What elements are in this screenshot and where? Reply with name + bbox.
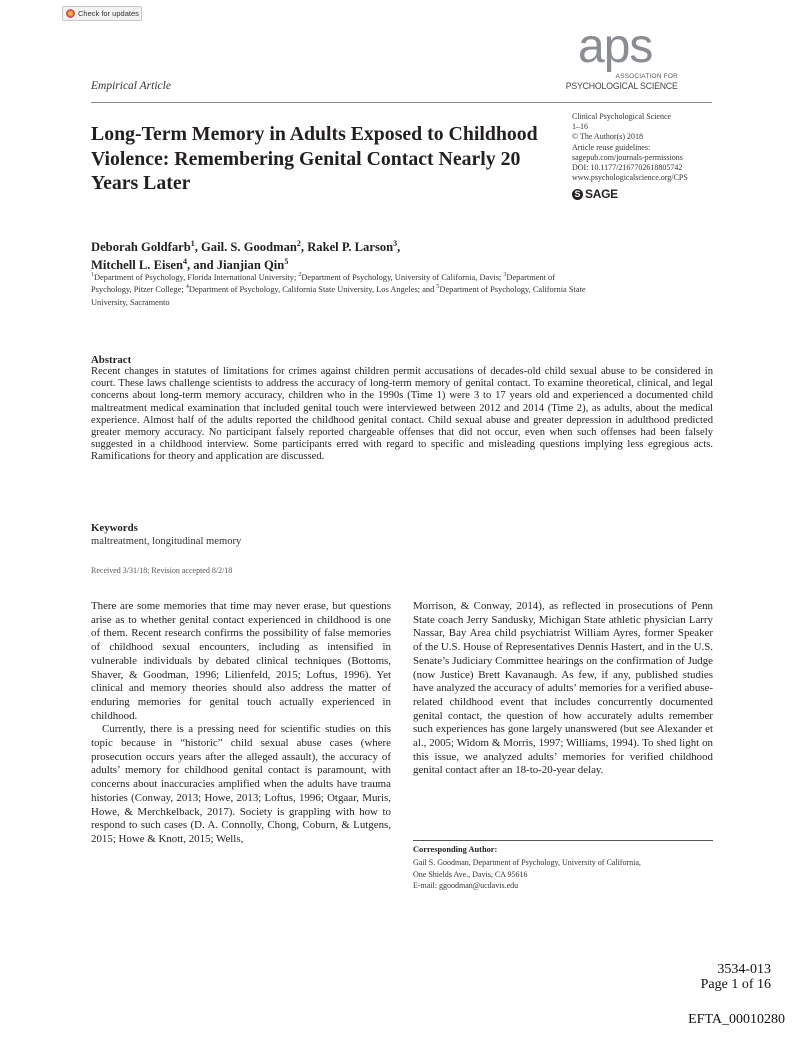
aps-logo-line2: PSYCHOLOGICAL SCIENCE [566, 81, 678, 92]
doi[interactable]: DOI: 10.1177/2167702618805742 [572, 163, 683, 173]
corresponding-email[interactable]: E-mail: ggoodman@ucdavis.edu [413, 881, 519, 890]
efta-stamp: EFTA_00010280 [688, 1012, 785, 1027]
affiliation-marker: 4 [185, 284, 189, 291]
affiliation-text: Department of Psychology, University of California, Davis; [301, 273, 504, 282]
header-divider [91, 102, 712, 103]
body-column-left [91, 600, 391, 847]
journal-url[interactable]: www.psychologicalscience.org/CPS [572, 173, 688, 183]
affiliation-marker: 3 [503, 272, 507, 279]
affiliation-text: Department of Psychology, Florida International University; [94, 273, 299, 282]
aps-logo-line1: ASSOCIATION FOR [615, 73, 678, 80]
journal-meta [572, 112, 732, 183]
aps-logo-mark: aps [578, 20, 653, 73]
affiliation-text: Department of Psychology, California State University, Los Angeles; and [188, 285, 437, 295]
body-column-right [413, 600, 713, 778]
abstract-heading: Abstract [91, 354, 132, 366]
author-name: Deborah Goldfarb [91, 240, 191, 254]
body-paragraph: Morrison, & Conway, 2014), as reflected in prosecutions of Penn State coach Jerry Sandusky, Michigan State athletic physician Larry Nassar, Bay Area child psychiatrist William Ayres, former Speaker of the U.S. House of Representatives Dennis Hastert, and in the U.S. Senate’s Judiciary Committee hearings on the confirmation of Judge (now Justice) Brett Kavanaugh. As few, if any, published studies have analyzed the accuracy of adults’ memories for a verified abuse-related childhood event that includes concurrently documented genital contact, the question of how accurately adults remember such experiences has gone largely unanswered (but see Alexander et al., 2005; Widom & Morris, 1997; Williams, 1994). To shed light on this issue, we analyzed adults’ memories for verified childhood genital contact after an 18-to-20-year delay. [413, 600, 713, 777]
keywords-heading: Keywords [91, 522, 138, 534]
permissions-link[interactable]: sagepub.com/journals-permissions [572, 152, 683, 162]
affiliation-marker: 2 [298, 272, 302, 279]
author-name: Jianjian Qin [216, 258, 285, 272]
aps-logo [566, 20, 680, 103]
check-for-updates-icon [66, 9, 75, 18]
corresponding-details [413, 857, 713, 892]
reuse-label: Article reuse guidelines: [572, 142, 651, 152]
author-name: Gail. S. Goodman [201, 240, 297, 254]
author-affiliation-marker: 2 [296, 238, 301, 248]
page-range: 1–16 [572, 122, 588, 132]
corresponding-heading: Corresponding Author: [413, 845, 498, 854]
journal-name: Clinical Psychological Science [572, 112, 672, 121]
author-name: Mitchell L. Eisen [91, 258, 183, 272]
affiliations [91, 272, 591, 309]
body-paragraph: Currently, there is a pressing need for scientific studies on this topic because in “historic” child sexual abuse cases (where prosecution occurs years after the alleged assault), the accuracy of adults’ memory for childhood genital contact is paramount, with concerns about inaccuracies amplified when the adults have trauma histories (Conway, 2013; Howe, 2013; Loftus, 1996; Otgaar, Muris, Howe, & Merchkelback, 2017). Society is grappling with how to respond to such cases (D. A. Connolly, Chong, Coburn, & Lutgens, 2015; Howe & Knott, 2015; Wells, [91, 723, 391, 845]
affiliation-marker: 5 [436, 284, 440, 291]
copyright: © The Author(s) 2018 [572, 132, 644, 142]
corresponding-line: One Shields Ave., Davis, CA 95616 [413, 869, 528, 879]
affiliation-text: Department of Psychology, California State University, Sacramento [91, 285, 586, 307]
body-paragraph: There are some memories that time may never erase, but questions arise as to whether genital contact experienced in childhood is one of them. Recent research confirms the possibility of false memories of childhood sexual encounters, including as intensified in vulnerable individuals by debated clinical techniques (Bottoms, Shaver, & Goodman, 1996; Lilienfeld, 2015; Loftus, 1996). Yet clinical and memory theories should also address the matter of enduring memories for genital touch actually experienced in childhood. [91, 600, 391, 722]
abstract-text: Recent changes in statutes of limitations for crimes against children permit accusations of decades-old child sexual abuse to be considered in court. These laws challenge scientists to address the accuracy of long-term memory of genital contact. To examine theoretical, clinical, and legal concerns about long-term memory accuracy, children who in the 1990s (Time 1) were 3 to 17 years old and experienced a documented child maltreatment medical examination that included genital touch were interviewed between 2012 and 2014 (Time 2), as adults, about the medical experience. Almost half of the adults reported the childhood genital contact. Child sexual abuse and greater depression in adulthood predicted greater memory accuracy. No participant falsely reported chargeable offenses that did not occur, even when such offenses had been falsely suggested in a childhood interview. Some participants erred with regard to specific and misleading questions implying less egregious acts. Ramifications for theory and application are discussed. [91, 366, 713, 463]
author-list [91, 238, 611, 274]
sage-icon: S [572, 189, 583, 200]
document-code: 3534-013 [717, 962, 771, 977]
author-affiliation-marker: 5 [284, 256, 289, 266]
corresponding-line: Gail S. Goodman, Department of Psychology, University of California, [413, 858, 641, 867]
page-number: Page 1 of 16 [700, 977, 771, 992]
affiliation-text: Department of Psychology, Pitzer College; [91, 273, 556, 295]
sage-wordmark: SAGE [585, 187, 618, 201]
author-separator: , and [187, 258, 217, 272]
received-dates: Received 3/31/18; Revision accepted 8/2/18 [91, 566, 233, 575]
article-type: Empirical Article [91, 80, 171, 92]
author-separator: , [397, 240, 401, 254]
check-for-updates-label: Check for updates [78, 9, 139, 18]
corresponding-divider [413, 840, 713, 841]
article-title: Long-Term Memory in Adults Exposed to Childhood Violence: Remembering Genital Contact Nearly 20 Years Later [91, 123, 538, 194]
author-name: Rakel P. Larson [307, 240, 394, 254]
author-affiliation-marker: 1 [190, 238, 195, 248]
sage-logo [572, 186, 618, 202]
affiliation-marker: 1 [91, 272, 94, 279]
author-separator: , [300, 240, 308, 254]
author-affiliation-marker: 4 [183, 256, 187, 266]
check-for-updates-badge[interactable] [62, 6, 142, 21]
author-separator: , [194, 240, 202, 254]
keywords-text: maltreatment, longitudinal memory [91, 536, 242, 547]
author-affiliation-marker: 3 [393, 238, 398, 248]
